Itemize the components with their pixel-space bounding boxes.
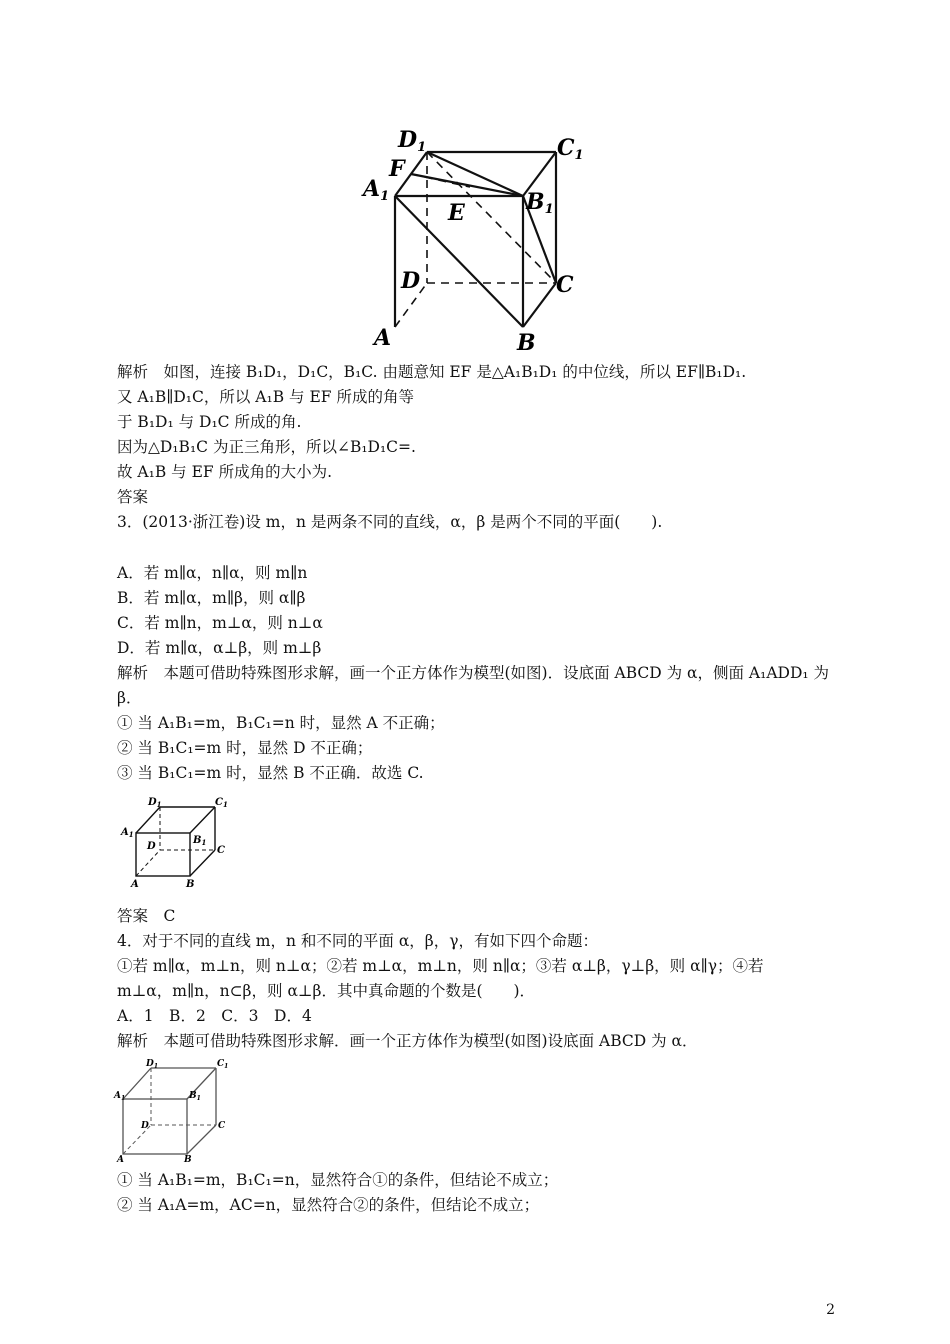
page-number: 2	[826, 1302, 835, 1318]
text-line-19: ①若 m∥α，m⊥n，则 n⊥α；②若 m⊥α，m⊥n，则 n∥α；③若 α⊥β，γ⊥β，则 α∥γ；④若	[117, 957, 764, 975]
text-line-16: ③ 当 B₁C₁=m 时，显然 B 不正确．故选 C.	[117, 764, 424, 782]
label-C1: $C_1$	[215, 797, 228, 809]
label-D: D	[141, 1121, 149, 1131]
text-line-5: 故 A₁B 与 EF 所成角的大小为.	[117, 463, 333, 481]
text-line-7: 3．(2013·浙江卷)设 m，n 是两条不同的直线，α，β 是两个不同的平面( ).	[117, 513, 663, 531]
label-F: F	[389, 156, 405, 182]
text-line-23: ① 当 A₁B₁=m，B₁C₁=n，显然符合①的条件，但结论不成立；	[117, 1171, 559, 1189]
text-line-2: 又 A₁B∥D₁C，所以 A₁B 与 EF 所成的角等	[117, 388, 414, 406]
text-line-20: m⊥α，m∥n，n⊂β，则 α⊥β．其中真命题的个数是( )．	[117, 982, 536, 1000]
text-line-22: 解析 本题可借助特殊图形求解．画一个正方体作为模型(如图)设底面 ABCD 为 α．	[117, 1032, 698, 1050]
label-B1: $B_1$	[189, 1091, 201, 1102]
label-C1: $C_1$	[217, 1059, 229, 1070]
text-line-15: ② 当 B₁C₁=m 时，显然 D 不正确；	[117, 739, 373, 757]
text-line-14: ① 当 A₁B₁=m，B₁C₁=n 时，显然 A 不正确；	[117, 714, 445, 732]
label-C: C	[556, 272, 574, 298]
label-A1: $A_1$	[121, 827, 134, 839]
cube-figure-2	[115, 792, 240, 892]
text-line-6: 答案	[117, 488, 149, 506]
label-B: B	[517, 330, 536, 353]
label-D: D	[401, 268, 421, 294]
text-line-3: 于 B₁D₁ 与 D₁C 所成的角.	[117, 413, 302, 431]
label-B1: $B_1$	[193, 835, 207, 847]
label-A1: A1	[363, 176, 390, 204]
text-line-4: 因为△D₁B₁C 为正三角形，所以∠B₁D₁C=.	[117, 438, 416, 456]
answer-line: 答案 C	[117, 907, 176, 925]
option-c: C．若 m∥n，m⊥α，则 n⊥α	[117, 614, 323, 632]
question-4: 4．对于不同的直线 m，n 和不同的平面 α，β，γ，有如下四个命题：	[117, 932, 599, 950]
label-D1: D1	[398, 127, 427, 155]
label-D1: $D_1$	[146, 1059, 158, 1070]
label-C: C	[218, 1121, 226, 1131]
label-B1: B1	[526, 189, 554, 217]
option-a: A．若 m∥α，n∥α，则 m∥n	[117, 564, 308, 582]
label-D1: $D_1$	[148, 797, 162, 809]
label-B: B	[186, 879, 195, 890]
label-C1: C1	[557, 135, 584, 163]
label-A: A	[374, 325, 392, 351]
label-A: A	[131, 879, 139, 890]
text-line-1: 解析 如图，连接 B₁D₁，D₁C，B₁C. 由题意知 EF 是△A₁B₁D₁ 的中位线，所以 EF∥B₁D₁.	[117, 363, 747, 381]
text-line-13: β．	[117, 689, 142, 707]
label-B: B	[184, 1155, 192, 1165]
label-A: A	[117, 1155, 124, 1165]
label-D: D	[147, 841, 156, 852]
option-b: B．若 m∥α，m∥β，则 α∥β	[117, 589, 306, 607]
label-C: C	[217, 845, 225, 856]
option-d: D．若 m∥α，α⊥β，则 m⊥β	[117, 639, 322, 657]
label-A1: $A_1$	[114, 1091, 126, 1102]
cube-figure-1	[355, 118, 595, 353]
options-q4: A．1 B．2 C．3 D．4	[117, 1007, 312, 1025]
text-line-24: ② 当 A₁A=m，AC=n，显然符合②的条件，但结论不成立；	[117, 1196, 540, 1214]
label-E: E	[448, 200, 465, 226]
cube-figure-3	[110, 1054, 235, 1167]
text-line-12: 解析 本题可借助特殊图形求解，画一个正方体作为模型(如图)．设底面 ABCD 为 α，侧面 A₁ADD₁ 为	[117, 664, 830, 682]
